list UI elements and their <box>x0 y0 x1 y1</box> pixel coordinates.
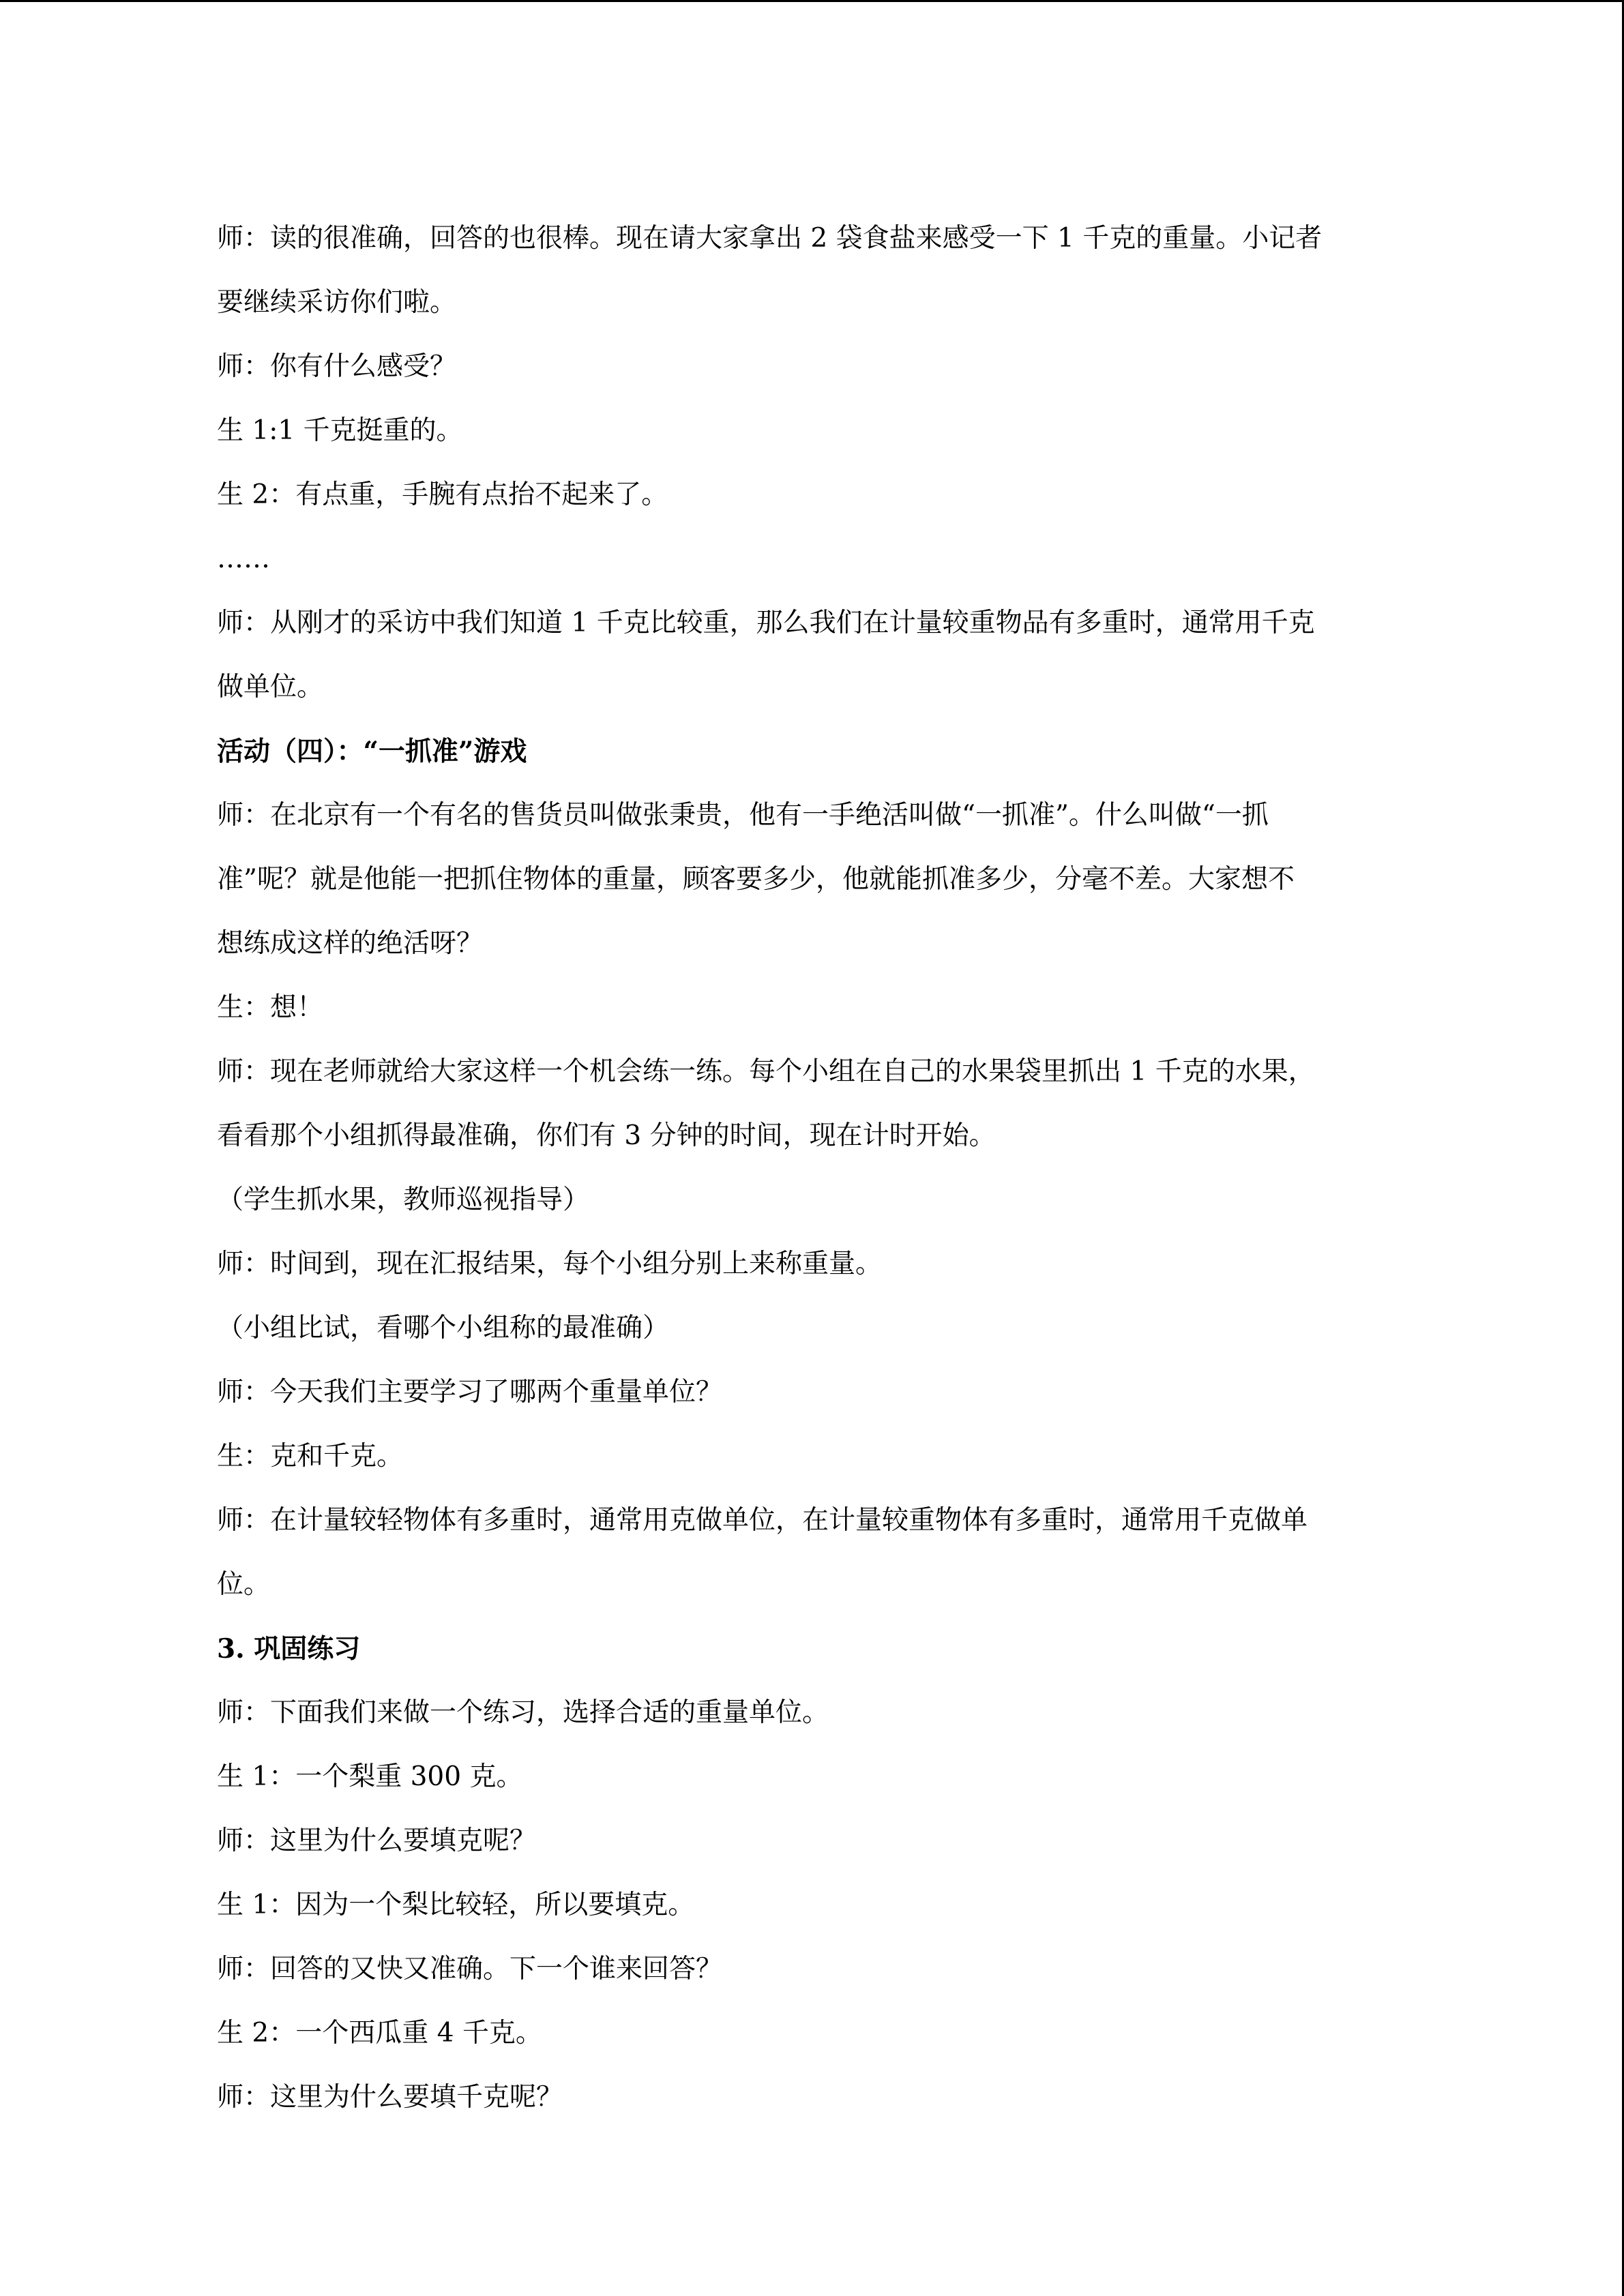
text-line: 师：这里为什么要填千克呢？ <box>217 2082 563 2113</box>
section-heading: 3. 巩固练习 <box>217 1633 361 1665</box>
text-line: 师：回答的又快又准确。下一个谁来回答？ <box>217 1954 723 1984</box>
text-line: 生 1：因为一个梨比较轻，所以要填克。 <box>217 1890 695 1920</box>
text-line: 生 1：一个梨重 300 克。 <box>217 1761 523 1792</box>
text-line: （学生抓水果，教师巡视指导） <box>217 1184 590 1215</box>
text-line: …… <box>217 543 270 574</box>
text-line: 生 2：一个西瓜重 4 千克。 <box>217 2018 542 2048</box>
text-line: 生：克和千克。 <box>217 1441 404 1472</box>
text-line: 位。 <box>217 1569 271 1600</box>
document-body <box>217 207 1417 2130</box>
text-line: 准”呢？就是他能一把抓住物体的重量，顾客要多少，他就能抓准多少，分毫不差。大家想不 <box>217 864 1295 895</box>
text-line: 要继续采访你们啦。 <box>217 287 457 318</box>
text-line: 做单位。 <box>217 672 324 702</box>
text-line: 师：从刚才的采访中我们知道 1 千克比较重，那么我们在计量较重物品有多重时，通常用千克 <box>217 608 1315 638</box>
text-line: 师：现在老师就给大家这样一个机会练一练。每个小组在自己的水果袋里抓出 1 千克的水果， <box>217 1056 1315 1087</box>
text-line: 想练成这样的绝活呀？ <box>217 928 484 959</box>
text-line: 生 2：有点重，手腕有点抬不起来了。 <box>217 479 668 510</box>
text-line: 师：下面我们来做一个练习，选择合适的重量单位。 <box>217 1697 829 1728</box>
text-line: （小组比试，看哪个小组称的最准确） <box>217 1313 670 1343</box>
text-line: 师：在北京有一个有名的售货员叫做张秉贵，他有一手绝活叫做“一抓准”。什么叫做“一抓 <box>217 800 1269 831</box>
text-line: 生：想！ <box>217 992 324 1023</box>
text-line: 师：在计量较轻物体有多重时，通常用克做单位，在计量较重物体有多重时，通常用千克做单 <box>217 1505 1308 1536</box>
text-line: 看看那个小组抓得最准确，你们有 3 分钟的时间，现在计时开始。 <box>217 1120 996 1151</box>
text-line: 师：这里为什么要填克呢？ <box>217 1825 537 1856</box>
section-heading: 活动（四）：“一抓准”游戏 <box>217 736 527 767</box>
text-line: 生 1:1 千克挺重的。 <box>217 415 463 446</box>
text-line: 师：你有什么感受？ <box>217 351 457 382</box>
text-line: 师：今天我们主要学习了哪两个重量单位？ <box>217 1377 723 1407</box>
text-line: 师：读的很准确，回答的也很棒。现在请大家拿出 2 袋食盐来感受一下 1 千克的重量。小记者 <box>217 223 1323 254</box>
text-line: 师：时间到，现在汇报结果，每个小组分别上来称重量。 <box>217 1249 883 1279</box>
